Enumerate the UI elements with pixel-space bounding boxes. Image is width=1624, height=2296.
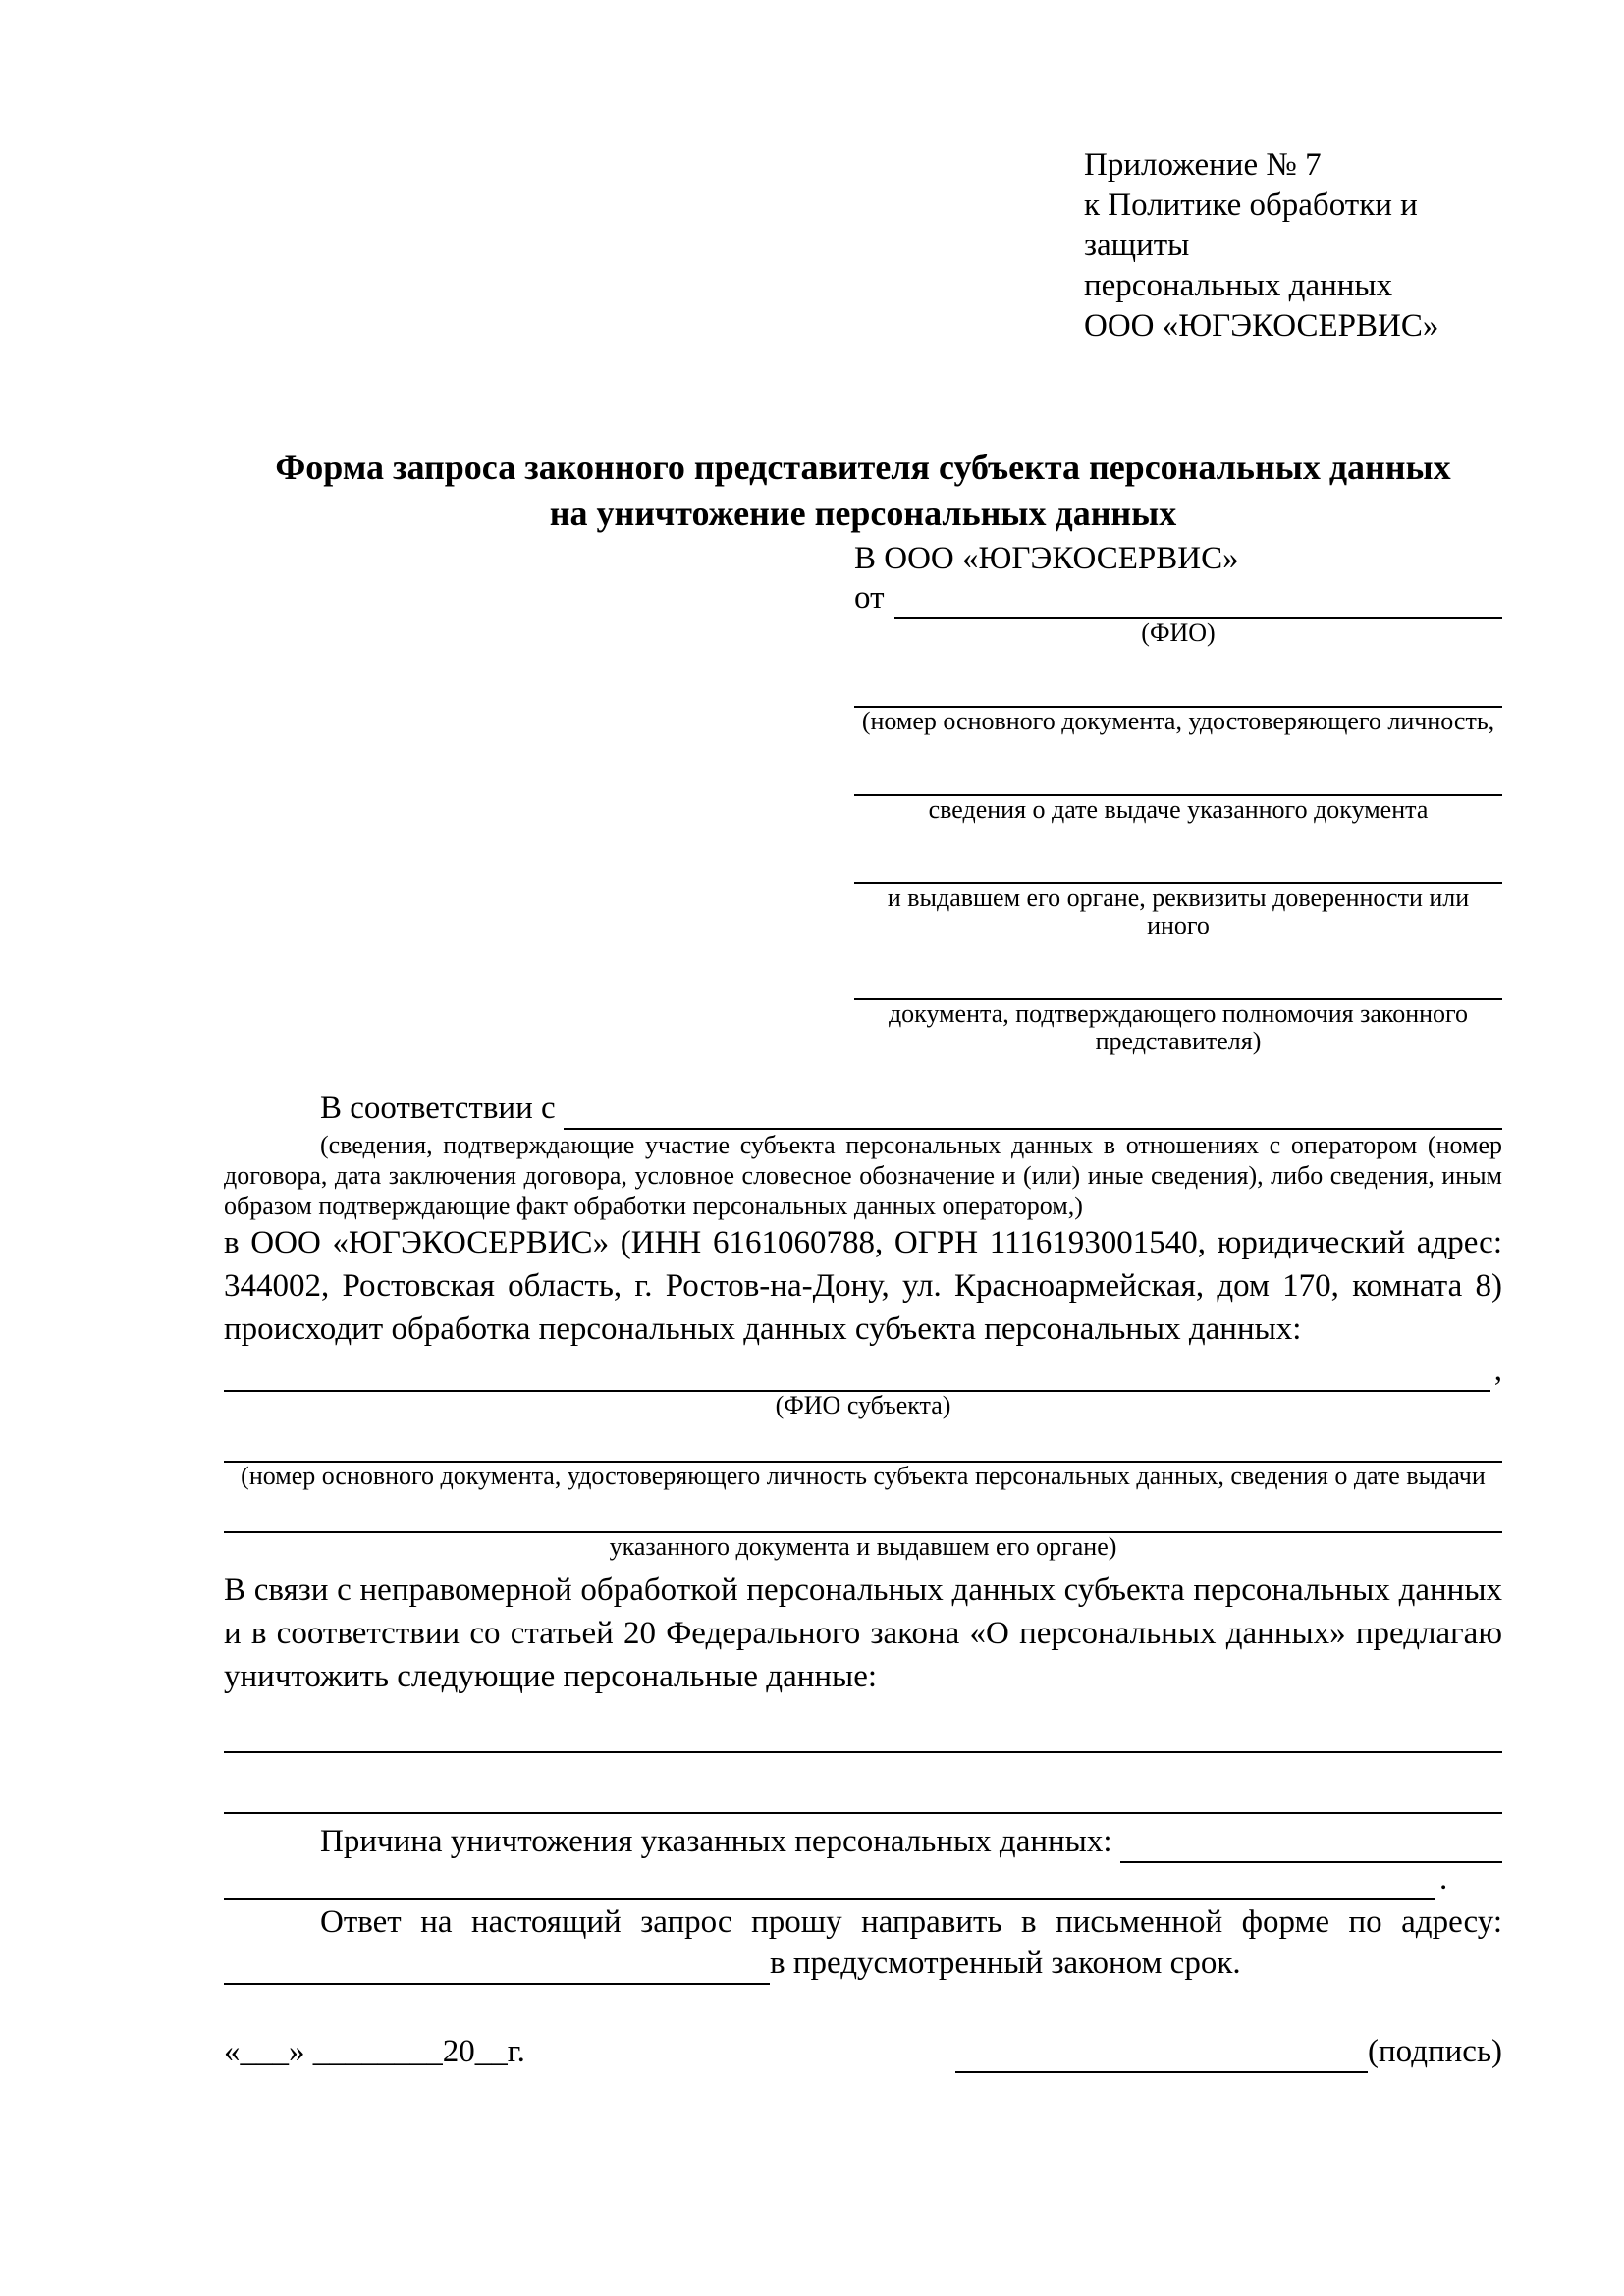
from-label: от [854,580,885,615]
authority-document-field [854,967,1502,1055]
authority-document-caption: документа, подтверждающего полномочия законного представителя) [888,999,1469,1055]
fio-caption: (ФИО) [1141,618,1216,647]
reason-continuation-row [224,1863,1502,1900]
subject-fio-comma: , [1493,1353,1502,1388]
signature-caption: (подпись) [1368,2034,1502,2069]
subject-fio-row [224,1353,1502,1392]
accordance-row [224,1089,1502,1130]
subject-doc-fill-line-1[interactable] [224,1427,1502,1463]
appendix-line-3: персональных данных [1084,268,1393,303]
subject-doc-caption-1: (номер основного документа, удостоверяющего личность субъекта персональных данных, сведения о дате выдачи [241,1462,1486,1490]
operator-paragraph: в ООО «ЮГЭКОСЕРВИС» (ИНН 6161060788, ОГРН 1116193001540, юридический адрес: 344002, Ростовская область, г. Ростов-на-Дону, ул. Красноармейская, дом 170, комната 8) происходит обработка персональных данных субъекта персональных данных: [224,1225,1502,1347]
answer-tail: в предусмотренный законом срок. [770,1946,1241,1981]
issue-date-fill-line[interactable] [854,763,1502,796]
page-title [224,445,1502,537]
data-to-destroy-fill-line-2[interactable] [224,1779,1502,1814]
reason-period: . [1439,1861,1448,1896]
issuing-authority-field [854,851,1502,939]
reason-label: Причина уничтожения указанных персональных данных: [320,1824,1112,1859]
page-title-line-2: на уничтожение персональных данных [549,494,1177,533]
date-blank[interactable]: «___» ________20__г. [224,2034,525,2069]
unlawful-paragraph: В связи с неправомерной обработкой персональных данных субъекта персональных данных и в соответствии со статьей 20 Федерального закона «О персональных данных» предлагаю уничтожить следующие персональные данные: [224,1573,1502,1694]
from-row [854,580,1502,619]
addressee-block [854,537,1502,1055]
subject-doc-fill-line-2[interactable] [224,1498,1502,1533]
issuing-authority-caption: и выдавшем его органе, реквизиты доверенности или иного [887,883,1470,939]
reason-row [224,1822,1502,1863]
answer-address-row [224,1944,1502,1985]
appendix-line-1: Приложение № 7 [1084,147,1322,183]
subject-fio-caption: (ФИО субъекта) [775,1391,951,1419]
page-title-line-1: Форма запроса законного представителя субъекта персональных данных [275,448,1451,487]
answer-paragraph: Ответ на настоящий запрос прошу направить в письменной форме по адресу: [320,1904,1502,1940]
appendix-header [1084,145,1502,347]
appendix-line-4: ООО «ЮГЭКОСЕРВИС» [1084,308,1439,344]
issue-date-caption: сведения о дате выдаче указанного документа [928,795,1429,824]
doc-number-field [854,674,1502,735]
answer-address-fill-line[interactable] [224,1983,770,1985]
issuing-authority-fill-line[interactable] [854,851,1502,884]
data-to-destroy-fill-line-1[interactable] [224,1718,1502,1753]
subject-doc-caption-2: указанного документа и выдавшем его органе) [609,1532,1117,1561]
addressee-to: В ООО «ЮГЭКОСЕРВИС» [854,541,1239,576]
doc-number-fill-line[interactable] [854,674,1502,708]
signature-row [224,2030,1502,2073]
authority-document-fill-line[interactable] [854,967,1502,1000]
accordance-note: (сведения, подтверждающие участие субъекта персональных данных в отношениях с оператором (номер договора, дата заключения договора, условное словесное обозначение и (или) иные сведения), либо сведения, иным образом подтверждающие факт обработки персональных данных оператором,) [224,1131,1502,1220]
signature-fill-line[interactable] [955,2038,1368,2073]
accordance-label: В соответствии с [320,1091,556,1126]
appendix-line-2: к Политике обработки и защиты [1084,187,1418,263]
doc-number-caption: (номер основного документа, удостоверяющего личность, [861,707,1495,735]
issue-date-field [854,763,1502,824]
